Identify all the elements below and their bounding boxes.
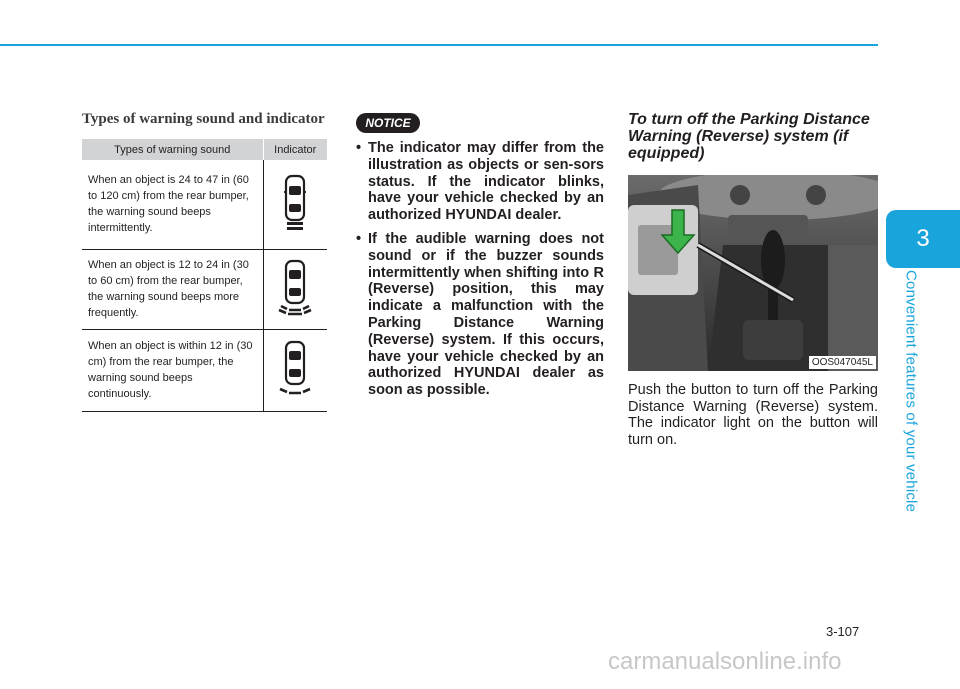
warning-table xyxy=(82,139,327,412)
chapter-title xyxy=(899,270,923,513)
car-rear-sensor-far-icon xyxy=(263,160,327,249)
page-number: 3-107 xyxy=(826,624,860,639)
bullet-icon: • xyxy=(356,140,362,156)
car-rear-sensor-near-icon xyxy=(263,329,327,411)
table-header-sound: Types of warning sound xyxy=(82,139,263,160)
body-paragraph: Push the button to turn off the Parking Distance Warning (Reverse) system. The indicator light on the button will turn on. xyxy=(628,382,878,448)
notice-text: The indicator may differ from the illustration as objects or sen-sors status. If the indicator blinks, have your vehicle checked by an authorized HYUNDAI dealer. xyxy=(368,140,604,224)
notice-list xyxy=(356,140,604,406)
table-header-indicator: Indicator xyxy=(263,139,327,160)
table-row xyxy=(82,160,327,249)
watermark: carmanualsonline.info xyxy=(608,648,842,675)
table-header-row xyxy=(82,139,327,160)
section-heading: To turn off the Parking Distance Warning (Reverse) system (if equipped) xyxy=(628,111,870,162)
chapter-number: 3 xyxy=(916,225,930,252)
chapter-tab[interactable] xyxy=(886,210,960,268)
list-item xyxy=(356,140,604,224)
table-cell-description: When an object is 24 to 47 in (60 to 120 cm) from the rear bumper, the warning sound beeps intermittently. xyxy=(82,160,263,249)
notice-badge: NOTICE xyxy=(356,113,420,133)
list-item xyxy=(356,231,604,399)
console-photo xyxy=(628,175,878,371)
top-rule xyxy=(0,44,878,46)
table-cell-description: When an object is 12 to 24 in (30 to 60 cm) from the rear bumper, the warning sound beeps more frequently. xyxy=(82,249,263,329)
table-row xyxy=(82,329,327,411)
chapter-title-text: Convenient features of your vehicle xyxy=(902,270,920,513)
section-heading: Types of warning sound and indicator xyxy=(82,111,325,127)
table-row xyxy=(82,249,327,329)
table-cell-description: When an object is within 12 in (30 cm) from the rear bumper, the warning sound beeps continuously. xyxy=(82,329,263,411)
car-rear-sensor-mid-icon xyxy=(263,249,327,329)
notice-text: If the audible warning does not sound or if the buzzer sounds intermittently when shifting into R (Reverse) position, this may indicate a malfunction with the Parking Distance Warning (Reverse) system. If this occurs, have your vehicle checked by an authorized HYUNDAI dealer as soon as possible. xyxy=(368,230,604,399)
bullet-icon: • xyxy=(356,230,362,247)
image-code: OOS047045L xyxy=(809,356,876,369)
